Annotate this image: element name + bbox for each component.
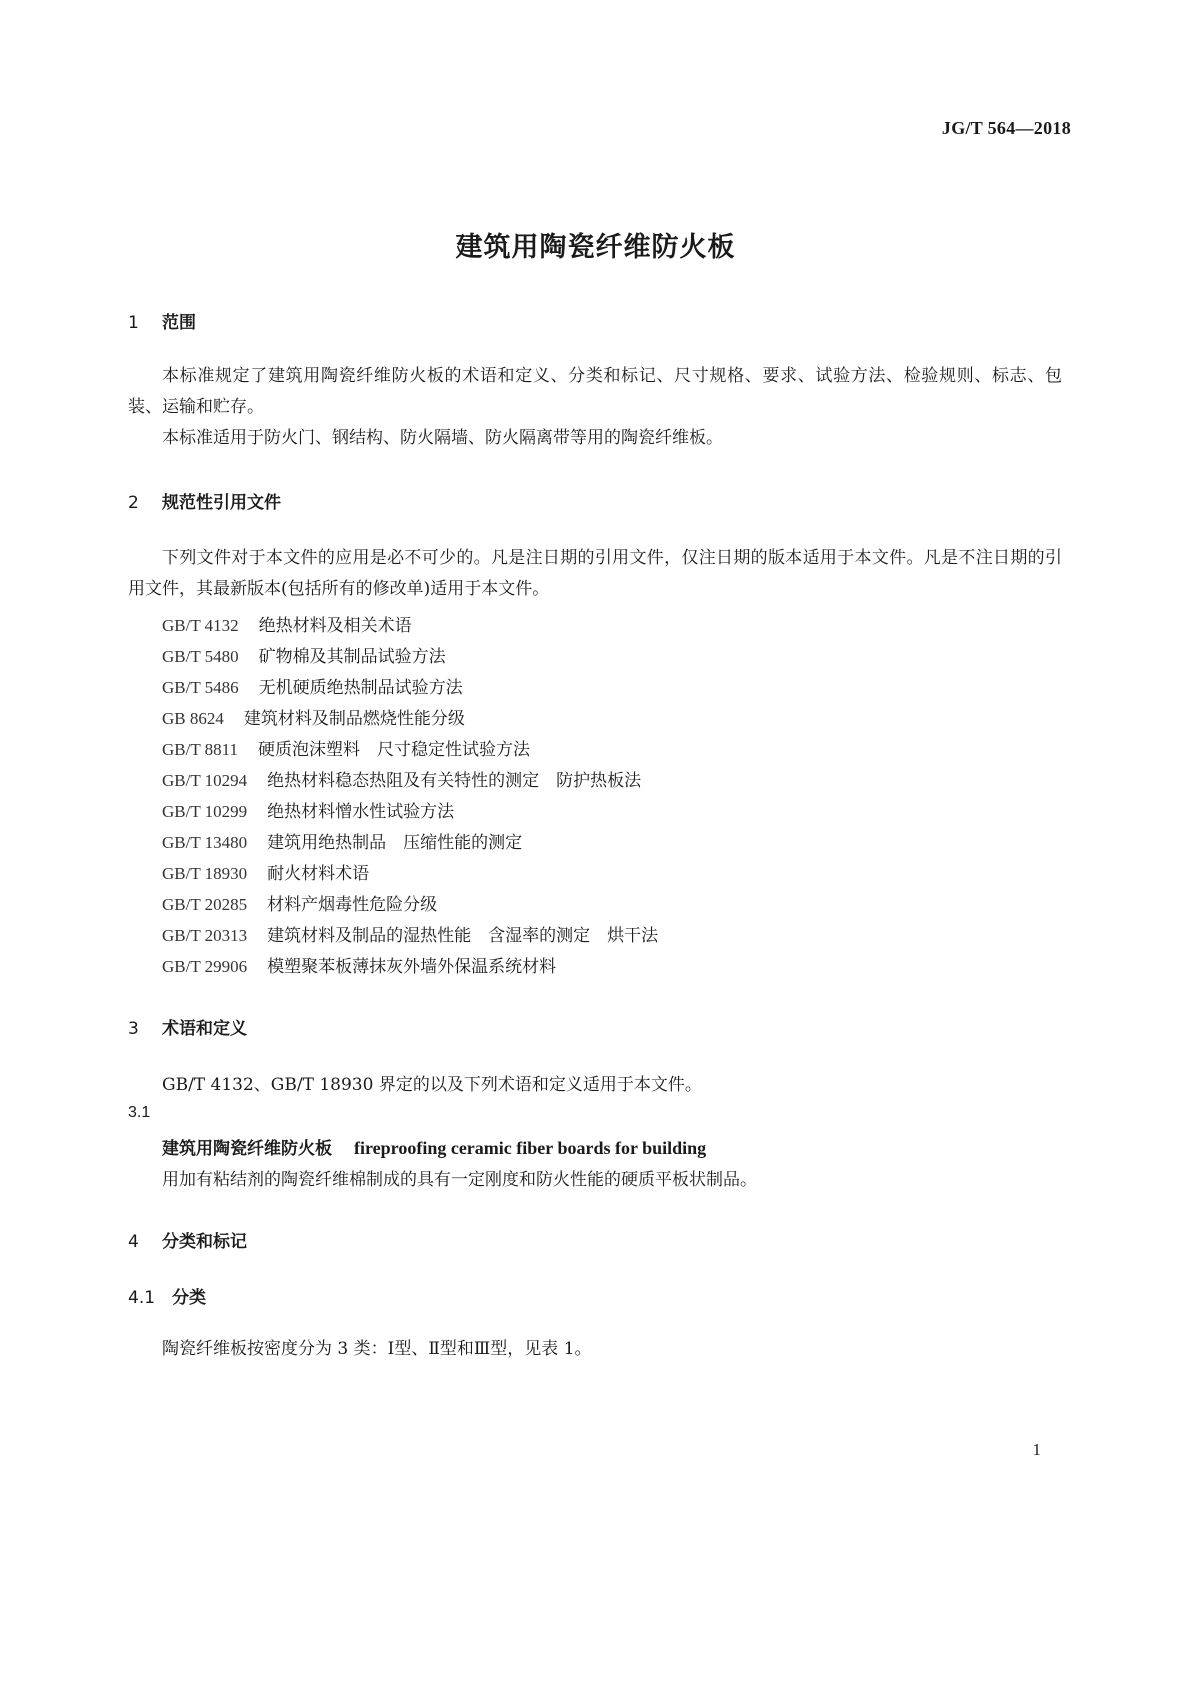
definition-term-cn: 建筑用陶瓷纤维防火板 — [162, 1139, 332, 1159]
section-title: 规范性引用文件 — [162, 493, 281, 513]
reference-item — [162, 859, 369, 884]
section-number: 4 — [128, 1232, 139, 1252]
subsection-title: 分类 — [172, 1288, 206, 1308]
reference-item — [162, 704, 465, 729]
section-number: 1 — [128, 313, 139, 333]
document-title: 建筑用陶瓷纤维防火板 — [455, 232, 736, 263]
section-number: 3 — [128, 1019, 139, 1039]
reference-item — [162, 797, 454, 822]
reference-item — [162, 642, 446, 667]
definition-term-en: fireproofing ceramic fiber boards for building — [354, 1138, 707, 1158]
reference-title: 耐火材料术语 — [267, 864, 370, 884]
section-title: 分类和标记 — [162, 1232, 247, 1252]
standard-number: JG/T 564—2018 — [941, 118, 1071, 138]
section-3-intro: GB/T 4132、GB/T 18930 界定的以及下列术语和定义适用于本文件。 — [162, 1075, 702, 1095]
reference-title: 建筑材料及制品燃烧性能分级 — [243, 709, 465, 729]
reference-code: GB/T 29906 — [162, 957, 248, 976]
subsection-number: 4.1 — [128, 1288, 156, 1308]
reference-item — [162, 921, 658, 946]
reference-title: 绝热材料稳态热阻及有关特性的测定 防护热板法 — [267, 771, 642, 791]
reference-item — [162, 952, 556, 977]
reference-item — [162, 611, 412, 636]
reference-title: 矿物棉及其制品试验方法 — [258, 647, 446, 667]
reference-title: 硬质泡沫塑料 尺寸稳定性试验方法 — [258, 740, 531, 760]
reference-title: 建筑用绝热制品 压缩性能的测定 — [267, 833, 523, 853]
reference-title: 模塑聚苯板薄抹灰外墙外保温系统材料 — [267, 957, 557, 977]
section-2-intro: 下列文件对于本文件的应用是必不可少的。凡是注日期的引用文件，仅注日期的版本适用于本文件。凡是不注日期的引用文件，其最新版本(包括所有的修改单)适用于本文件。 — [128, 548, 1062, 599]
reference-code: GB/T 20285 — [162, 895, 248, 914]
page-number: 1 — [1032, 1440, 1041, 1459]
section-3-heading — [128, 1014, 247, 1039]
section-number: 2 — [128, 493, 139, 513]
reference-item — [162, 766, 641, 791]
section-4-heading — [128, 1227, 247, 1252]
reference-item — [162, 890, 437, 915]
definition-text: 用加有粘结剂的陶瓷纤维棉制成的具有一定刚度和防火性能的硬质平板状制品。 — [162, 1170, 757, 1190]
reference-title: 无机硬质绝热制品试验方法 — [258, 678, 463, 698]
reference-title: 绝热材料憎水性试验方法 — [267, 802, 455, 822]
definition-number: 3.1 — [128, 1104, 151, 1121]
subsection-4-1-heading — [128, 1283, 206, 1308]
reference-code: GB/T 18930 — [162, 864, 248, 883]
reference-code: GB/T 5480 — [162, 647, 239, 666]
section-1-paragraph-2: 本标准适用于防火门、钢结构、防火隔墙、防火隔离带等用的陶瓷纤维板。 — [162, 428, 723, 448]
section-title: 范围 — [162, 313, 196, 333]
reference-title: 绝热材料及相关术语 — [258, 616, 412, 636]
reference-item — [162, 735, 530, 760]
section-title: 术语和定义 — [162, 1019, 247, 1039]
reference-item — [162, 673, 463, 698]
reference-code: GB/T 8811 — [162, 740, 239, 759]
reference-code: GB/T 20313 — [162, 926, 248, 945]
reference-code: GB/T 4132 — [162, 616, 239, 635]
reference-code: GB/T 13480 — [162, 833, 248, 852]
section-2-heading — [128, 488, 281, 513]
section-1-heading — [128, 308, 196, 333]
reference-code: GB/T 10299 — [162, 802, 248, 821]
reference-item — [162, 828, 522, 853]
reference-code: GB/T 10294 — [162, 771, 248, 790]
reference-code: GB/T 5486 — [162, 678, 239, 697]
section-1-paragraph-1: 本标准规定了建筑用陶瓷纤维防火板的术语和定义、分类和标记、尺寸规格、要求、试验方法、检验规则、标志、包装、运输和贮存。 — [128, 366, 1062, 417]
definition-term — [162, 1134, 706, 1159]
reference-code: GB 8624 — [162, 709, 224, 728]
subsection-4-1-text: 陶瓷纤维板按密度分为 3 类：Ⅰ型、Ⅱ型和Ⅲ型，见表 1。 — [162, 1339, 592, 1359]
reference-title: 材料产烟毒性危险分级 — [267, 895, 438, 915]
reference-title: 建筑材料及制品的湿热性能 含湿率的测定 烘干法 — [267, 926, 659, 946]
